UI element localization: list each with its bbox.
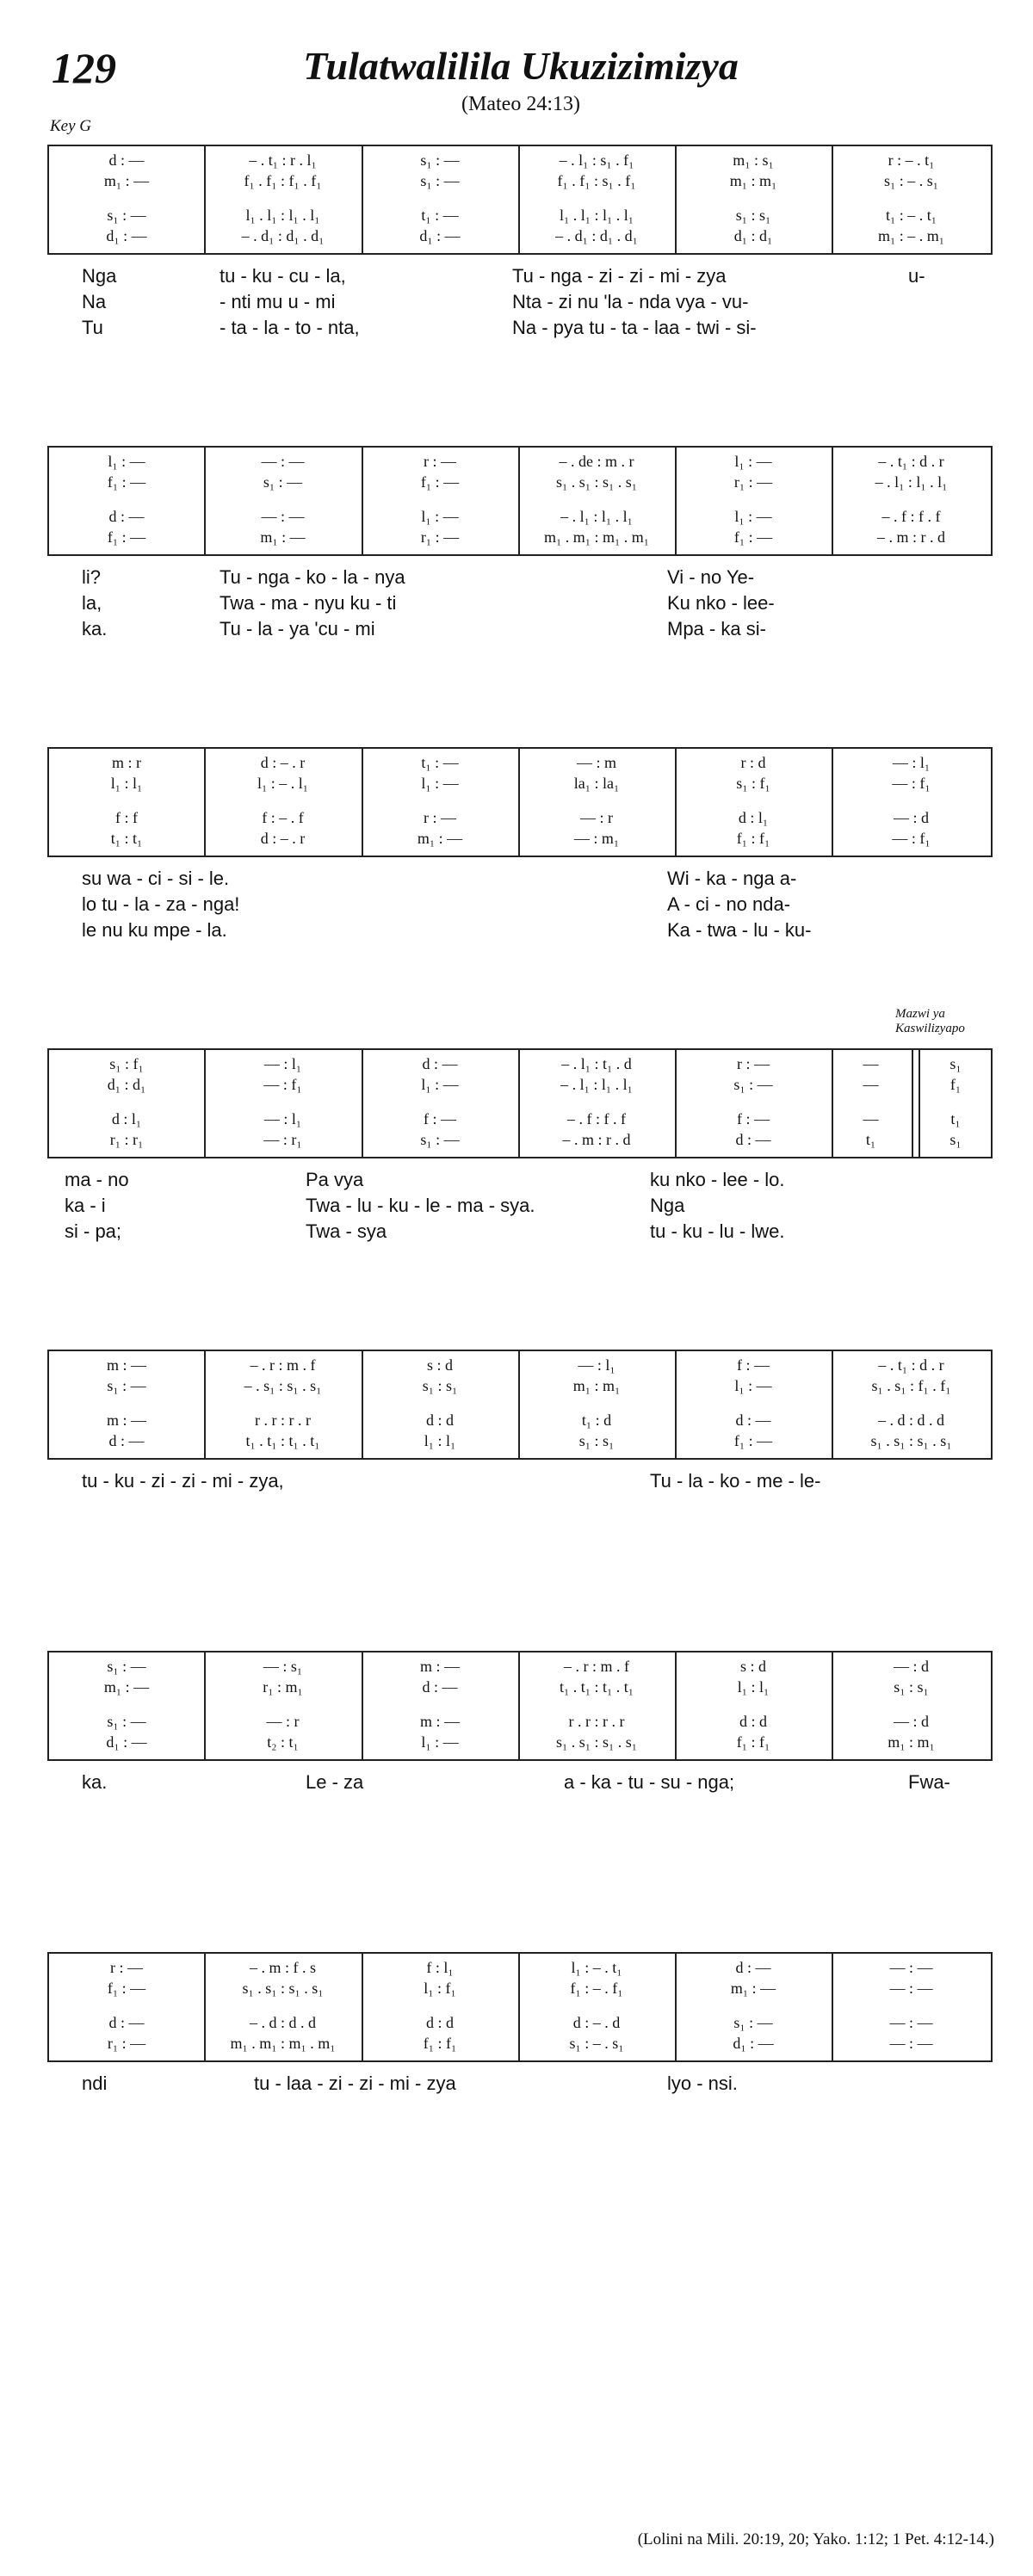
note-cell: — : r₁ [263,1131,302,1148]
note-cell: s₁ : s₁ [422,1377,458,1394]
lyric-verse-1 [47,265,991,291]
lyric-verse-2 [47,291,991,317]
note-cell: — : m₁ [573,830,620,847]
note-cell: t₁ . t₁ : t₁ . t₁ [245,1432,320,1449]
note-cell: r₁ : — [420,528,460,546]
staff-box [47,747,993,857]
bass-part [49,1129,991,1150]
note-cell: m₁ : m₁ [888,1733,935,1751]
lyric-phrase: Twa - lu - ku - le - ma - sya. [306,1195,535,1216]
tenor-part [49,1109,991,1129]
lyric-phrase: Tu - la - ko - me - le- [650,1470,821,1492]
alto-part [49,1074,991,1095]
note-cell: d : – . d [572,2014,621,2031]
note-cell: — [863,1055,879,1072]
note-cell: d₁ : d₁ [733,227,773,244]
lyric-phrase: Mpa - ka si- [667,618,766,639]
lyrics-block [47,566,991,644]
lyric-phrase: tu - ku - lu - lwe. [650,1220,785,1242]
note-cell: – . l₁ : l₁ . l₁ [560,508,633,525]
lyric-phrase: Nga [650,1195,685,1216]
lyrics-block [47,1169,991,1246]
lyric-verse-1 [47,1169,991,1195]
note-cell: r : — [737,1055,770,1072]
note-cell: s₁ : f₁ [736,775,770,792]
lyric-phrase: Le - za [306,1771,364,1793]
note-cell: f : — [737,1356,770,1374]
note-cell: r : — [424,453,456,470]
lyric-verse-1 [47,1771,991,1797]
note-cell: r₁ : — [733,473,773,491]
lyric-phrase: le nu ku mpe - la. [82,919,227,941]
note-cell: l₁ . l₁ : l₁ . l₁ [245,207,320,224]
note-cell: la₁ : la₁ [573,775,620,792]
lyric-phrase: a - ka - tu - su - nga; [564,1771,735,1793]
lyric-phrase: ka. [82,618,108,639]
chorus-marker: Mazwi ya Kaswilizyapo [895,1007,965,1035]
note-cell: d₁ : — [106,227,147,244]
note-cell: f₁ : – . f₁ [570,1980,623,1997]
note-cell: s₁ . s₁ : s₁ . s₁ [870,1432,952,1449]
note-cell: t₁ : — [421,754,459,771]
note-cell: – . m : r . d [562,1131,631,1148]
alto-part [49,170,991,191]
note-cell: — : d [893,1658,929,1675]
soprano-part [49,1355,991,1375]
note-cell: — : s₁ [263,1658,303,1675]
note-cell: d₁ : d₁ [107,1076,146,1093]
lyric-phrase: Nga [82,265,117,287]
note-cell: l₁ : — [734,508,772,525]
note-cell: — : — [889,2014,933,2031]
note-cell: m₁ : s₁ [733,151,774,169]
lyric-phrase: Pa vya [306,1169,364,1190]
note-cell: – . d : d . d [877,1412,944,1429]
note-cell: – . l₁ : s₁ . f₁ [559,151,634,169]
note-cell: l₁ : — [108,453,145,470]
lyric-phrase: A - ci - no nda- [667,893,791,915]
lyrics-block [47,265,991,343]
lyric-phrase: li? [82,566,102,588]
tenor-part [49,1410,991,1430]
note-cell: — : l₁ [892,754,931,771]
note-cell: r . r : r . r [255,1412,311,1429]
lyric-verse-2 [47,592,991,618]
tenor-part [49,506,991,527]
note-cell: s₁ : — [263,473,303,491]
note-cell: d₁ : — [733,2035,774,2052]
note-cell: d : — [108,2014,145,2031]
lyric-verse-1 [47,1470,991,1496]
staff-box [47,1350,993,1460]
note-cell: f₁ : — [733,1432,773,1449]
tenor-part [49,1711,991,1732]
note-cell: — : — [889,1980,933,1997]
lyric-phrase: Ku nko - lee- [667,592,775,614]
note-cell: – . r : m . f [564,1658,629,1675]
bass-part [49,828,991,849]
note-cell: t₁ . t₁ : t₁ . t₁ [559,1678,634,1696]
note-cell: – . m : r . d [877,528,945,546]
note-cell: – . s₁ : s₁ . s₁ [244,1377,322,1394]
lyric-phrase: tu - laa - zi - zi - mi - zya [254,2073,456,2094]
note-cell: — : — [261,508,305,525]
note-cell: s₁ : s₁ [578,1432,615,1449]
note-cell: f₁ : f₁ [423,2035,457,2052]
note-cell: — : — [889,2035,933,2052]
lyric-verse-1 [47,2073,991,2098]
note-cell: s₁ : — [107,1713,146,1730]
key-signature: Key G [50,117,92,135]
note-cell: f₁ : — [420,473,460,491]
note-cell: m₁ : — [103,172,150,189]
lyric-phrase: ka. [82,1771,108,1793]
note-cell: m : — [106,1356,146,1374]
note-cell: l₁ : – . t₁ [571,1959,622,1976]
note-cell: f₁ . f₁ : f₁ . f₁ [244,172,322,189]
lyric-phrase: ku nko - lee - lo. [650,1169,785,1190]
footer-reference: (Lolini na Mili. 20:19, 20; Yako. 1:12; 1 Pet. 4:12-14.) [637,2530,994,2548]
note-cell: d : — [735,1412,771,1429]
lyric-verse-3 [47,1220,991,1246]
lyric-phrase: Na [82,291,107,312]
note-cell: s₁ . s₁ : f₁ . f₁ [871,1377,951,1394]
note-cell: f : l₁ [426,1959,454,1976]
note-cell: – . l₁ : t₁ . d [561,1055,632,1072]
note-cell: – . d : d . d [249,2014,316,2031]
lyric-phrase: lo tu - la - za - nga! [82,893,240,915]
note-cell: s₁ : s₁ [735,207,771,224]
note-cell: – . f : f . f [881,508,941,525]
note-cell: d : — [735,1959,771,1976]
alto-part [49,773,991,794]
lyric-phrase: Tu - la - ya 'cu - mi [220,618,375,639]
bass-part [49,527,991,547]
note-cell: – . de : m . r [559,453,634,470]
lyric-verse-2 [47,1195,991,1220]
note-cell: – . l₁ : l₁ . l₁ [875,473,948,491]
alto-part [49,1677,991,1697]
note-cell: s₁ : f₁ [109,1055,144,1072]
bass-part [49,225,991,246]
hymn-header [47,34,994,129]
lyric-verse-1 [47,868,991,893]
note-cell: l₁ : — [421,508,459,525]
note-cell: l₁ : – . l₁ [257,775,309,792]
note-cell: m₁ : — [417,830,463,847]
lyric-phrase: Vi - no Ye- [667,566,755,588]
note-cell: – . m : f . s [249,1959,316,1976]
note-cell: d : l₁ [111,1110,142,1127]
note-cell: f₁ : f₁ [736,830,770,847]
lyric-phrase: - ta - la - to - nta, [220,317,360,338]
lyric-phrase: su wa - ci - si - le. [82,868,230,889]
note-cell: r : d [740,754,766,771]
note-cell: – . t₁ : d . r [878,453,944,470]
note-cell: l₁ : — [421,1733,459,1751]
lyric-phrase: Tu - nga - zi - zi - mi - zya [512,265,727,287]
tenor-part [49,2012,991,2033]
soprano-part [49,1053,991,1074]
note-cell: r : — [424,809,456,826]
lyric-phrase: Na - pya tu - ta - laa - twi - si- [512,317,757,338]
note-cell: d : — [735,1131,771,1148]
note-cell: f : – . f [262,809,304,826]
note-cell: d : — [108,1432,145,1449]
note-cell: f : — [737,1110,770,1127]
lyric-verse-2 [47,893,991,919]
bass-part [49,1732,991,1752]
tenor-part [49,807,991,828]
note-cell: s₁ : — [420,1131,460,1148]
lyric-verse-3 [47,317,991,343]
note-cell: — : d [893,809,929,826]
note-cell: — [863,1076,879,1093]
alto-part [49,472,991,492]
note-cell: s₁ : — [733,1076,773,1093]
staff-box [47,1048,993,1158]
note-cell: — : m [576,754,616,771]
alto-part [49,1375,991,1396]
note-cell: t₂ : t₁ [267,1733,299,1751]
lyric-phrase: tu - ku - cu - la, [220,265,346,287]
note-cell: s₁ [949,1131,962,1148]
lyrics-block [47,1771,991,1797]
lyric-phrase: - nti mu u - mi [220,291,336,312]
note-cell: d : — [422,1055,458,1072]
note-cell: — : r [266,1713,300,1730]
note-cell: f₁ : — [107,528,146,546]
note-cell: s₁ . s₁ : s₁ . s₁ [242,1980,324,1997]
note-cell: r₁ : r₁ [109,1131,144,1148]
staff-box [47,145,993,255]
lyric-verse-3 [47,919,991,945]
lyric-phrase: Ka - twa - lu - ku- [667,919,812,941]
note-cell: – . f : f . f [567,1110,626,1127]
note-cell: f₁ : f₁ [736,1733,770,1751]
note-cell: s₁ . s₁ : s₁ . s₁ [555,473,638,491]
note-cell: d : — [422,1678,458,1696]
note-cell: l₁ : — [734,453,772,470]
note-cell: – . t₁ : r . l₁ [249,151,317,169]
note-cell: m : r [112,754,141,771]
lyric-phrase: Wi - ka - nga a- [667,868,797,889]
note-cell: f₁ : — [107,473,146,491]
note-cell: f₁ . f₁ : s₁ . f₁ [557,172,636,189]
note-cell: m : — [419,1658,460,1675]
staff-box [47,1651,993,1761]
lyric-phrase: lyo - nsi. [667,2073,738,2094]
note-cell: l₁ : — [421,775,459,792]
note-cell: s₁ : — [420,172,460,189]
note-cell: t₁ : d [581,1412,612,1429]
lyric-verse-3 [47,618,991,644]
note-cell: — : d [893,1713,929,1730]
note-cell: — : f₁ [892,830,931,847]
note-cell: f₁ [949,1076,962,1093]
note-cell: t₁ : — [421,207,459,224]
note-cell: l₁ : — [734,1377,772,1394]
lyric-phrase: Nta - zi nu 'la - nda vya - vu- [512,291,749,312]
lyric-phrase: ndi [82,2073,108,2094]
note-cell: l₁ : f₁ [424,1980,456,1997]
lyric-phrase: Fwa- [908,1771,950,1793]
note-cell: — : r [580,809,613,826]
note-cell: – . d₁ : d₁ . d₁ [555,227,638,244]
lyric-phrase: ka - i [65,1195,106,1216]
alto-part [49,1978,991,1998]
lyric-phrase: u- [908,265,925,287]
note-cell: f : — [424,1110,456,1127]
soprano-part [49,752,991,773]
tenor-part [49,205,991,225]
note-cell: — : l₁ [578,1356,615,1374]
note-cell: d : l₁ [738,809,769,826]
note-cell: s₁ : – . s₁ [883,172,939,189]
note-cell: s₁ . s₁ : s₁ . s₁ [555,1733,638,1751]
note-cell: d : – . r [260,830,306,847]
lyrics-block [47,2073,991,2098]
note-cell: r₁ : — [107,2035,146,2052]
note-cell: m₁ : m₁ [572,1377,621,1394]
note-cell: d : — [108,508,145,525]
note-cell: s₁ : — [107,1377,146,1394]
note-cell: s₁ : — [107,1658,146,1675]
note-cell: m₁ : — [103,1678,150,1696]
lyrics-block [47,868,991,945]
note-cell: – . l₁ : l₁ . l₁ [560,1076,633,1093]
note-cell: m : — [106,1412,146,1429]
note-cell: r₁ : m₁ [263,1678,303,1696]
note-cell: — : — [261,453,305,470]
note-cell: — : — [889,1959,933,1976]
note-cell: r : — [110,1959,143,1976]
staff-box [47,1952,993,2062]
soprano-part [49,451,991,472]
note-cell: s₁ [949,1055,962,1072]
note-cell: m₁ . m₁ : m₁ . m₁ [230,2035,336,2052]
note-cell: s₁ : s₁ [894,1678,929,1696]
note-cell: d : d [425,1412,454,1429]
lyric-phrase: Twa - sya [306,1220,387,1242]
lyric-phrase: Tu [82,317,103,338]
lyric-phrase: tu - ku - zi - zi - mi - zya, [82,1470,284,1492]
note-cell: m₁ . m₁ : m₁ . m₁ [543,528,650,546]
bass-part [49,1430,991,1451]
note-cell: t₁ : t₁ [110,830,143,847]
note-cell: d : d [739,1713,767,1730]
note-cell: l₁ : — [421,1076,459,1093]
note-cell: d : — [108,151,145,169]
note-cell: f₁ : — [733,528,773,546]
note-cell: d₁ : — [419,227,461,244]
note-cell: m₁ : — [730,1980,776,1997]
note-cell: l₁ : l₁ [737,1678,770,1696]
lyric-verse-1 [47,566,991,592]
note-cell: l₁ : l₁ [424,1432,456,1449]
note-cell: s₁ : — [420,151,460,169]
note-cell: m₁ : – . m₁ [877,227,945,244]
note-cell: m₁ : m₁ [729,172,777,189]
soprano-part [49,1957,991,1978]
note-cell: l₁ . l₁ : l₁ . l₁ [559,207,634,224]
note-cell: t₁ : – . t₁ [885,207,937,224]
soprano-part [49,150,991,170]
lyric-phrase: la, [82,592,102,614]
note-cell: t₁ [950,1110,961,1127]
note-cell: s₁ : — [107,207,146,224]
note-cell: — : l₁ [263,1055,302,1072]
note-cell: — : f₁ [263,1076,302,1093]
note-cell: s : d [739,1658,766,1675]
lyric-phrase: Twa - ma - nyu ku - ti [220,592,397,614]
note-cell: r : – . t₁ [888,151,935,169]
hymn-title: Tulatwalilila Ukuzizimizya [303,44,739,88]
note-cell: d : d [425,2014,454,2031]
note-cell: d : – . r [260,754,306,771]
note-cell: m₁ : — [260,528,306,546]
note-cell: d₁ : — [106,1733,147,1751]
note-cell: s : d [426,1356,453,1374]
lyrics-block [47,1470,991,1496]
bass-part [49,2033,991,2054]
lyric-phrase: si - pa; [65,1220,122,1242]
lyric-phrase: Tu - nga - ko - la - nya [220,566,405,588]
scripture-reference: (Mateo 24:13) [461,93,580,115]
note-cell: — : f₁ [892,775,931,792]
note-cell: m : — [419,1713,460,1730]
lyric-phrase: ma - no [65,1169,129,1190]
note-cell: f₁ : — [107,1980,146,1997]
staff-box [47,446,993,556]
note-cell: – . d₁ : d₁ . d₁ [241,227,325,244]
hymn-number: 129 [52,44,116,92]
note-cell: f : f [115,809,138,826]
note-cell: – . t₁ : d . r [878,1356,944,1374]
note-cell: – . r : m . f [250,1356,316,1374]
note-cell: — [863,1110,879,1127]
note-cell: s₁ : – . s₁ [569,2035,624,2052]
soprano-part [49,1656,991,1677]
note-cell: — : l₁ [263,1110,302,1127]
note-cell: l₁ : l₁ [110,775,143,792]
note-cell: r . r : r . r [568,1713,625,1730]
note-cell: s₁ : — [733,2014,773,2031]
note-cell: t₁ [865,1131,876,1148]
